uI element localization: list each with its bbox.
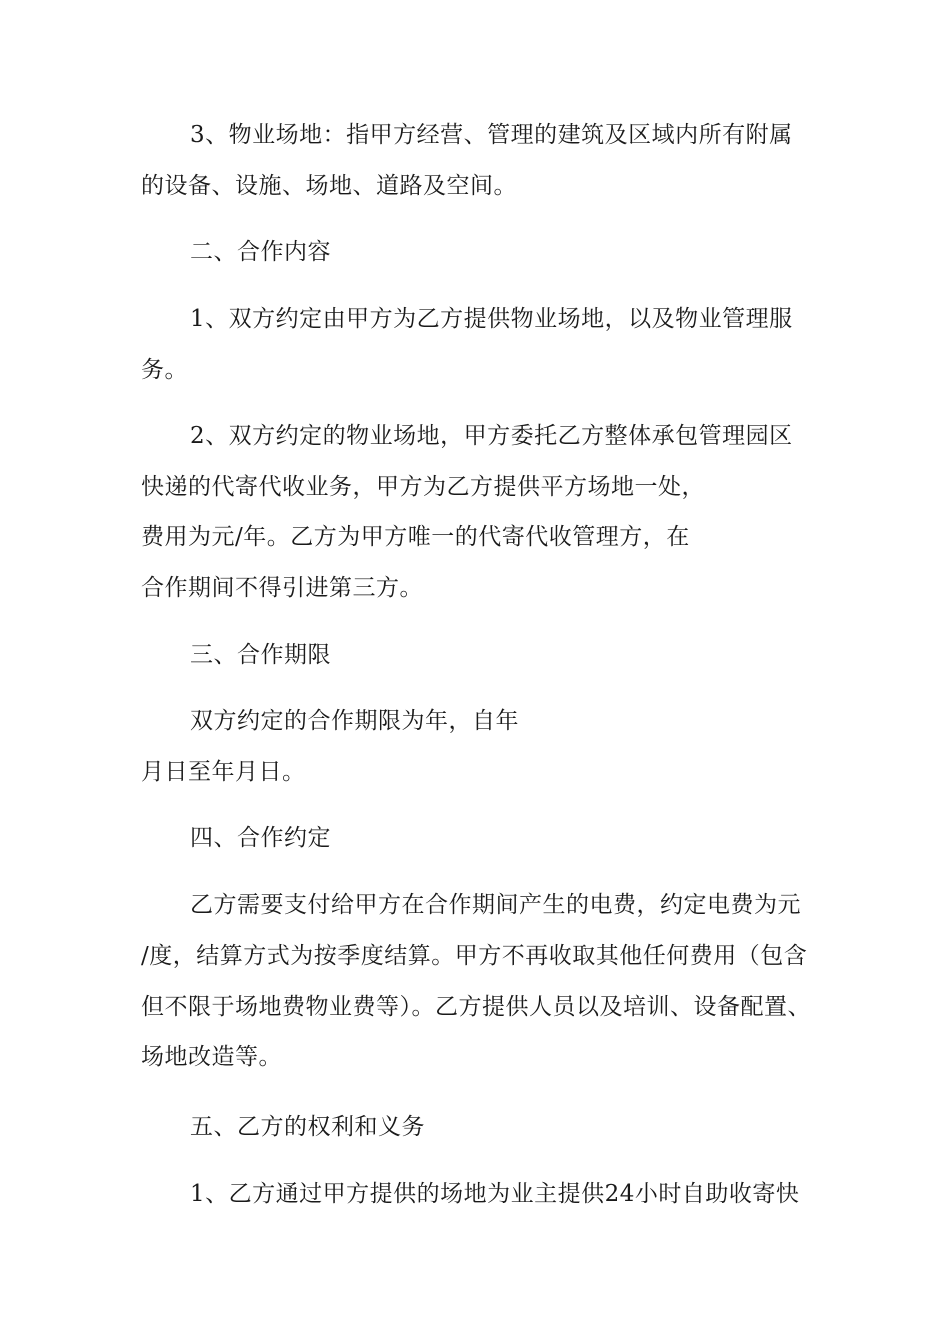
agreement-line-2: /度，结算方式为按季度结算。甲方不再收取其他任何费用（包含 [141,943,808,969]
content-item-1-line-1: 1、双方约定由甲方为乙方提供物业场地，以及物业管理服 [190,306,793,332]
section-heading-5: 五、乙方的权利和义务 [190,1114,425,1140]
content-item-2-line-3: 费用为元/年。乙方为甲方唯一的代寄代收管理方，在 [141,524,690,550]
clause-3-line-2: 的设备、设施、场地、道路及空间。 [141,173,517,199]
section-heading-2: 二、合作内容 [190,239,331,265]
obligation-item-1-line-1: 1、乙方通过甲方提供的场地为业主提供24小时自助收寄快 [190,1181,800,1207]
agreement-line-3: 但不限于场地费物业费等）。乙方提供人员以及培训、设备配置、 [141,994,811,1020]
content-item-2-line-2: 快递的代寄代收业务，甲方为乙方提供平方场地一处， [141,474,705,500]
clause-3-line-1: 3、物业场地：指甲方经营、管理的建筑及区域内所有附属 [190,122,793,148]
section-heading-3: 三、合作期限 [190,642,331,668]
agreement-line-1: 乙方需要支付给甲方在合作期间产生的电费，约定电费为元 [190,892,801,918]
content-item-2-line-1: 2、双方约定的物业场地，甲方委托乙方整体承包管理园区 [190,423,793,449]
content-item-1-line-2: 务。 [141,357,188,383]
section-heading-4: 四、合作约定 [190,825,331,851]
agreement-line-4: 场地改造等。 [141,1044,282,1070]
term-line-1: 双方约定的合作期限为年，自年 [190,708,519,734]
term-line-2: 月日至年月日。 [141,759,306,785]
content-item-2-line-4: 合作期间不得引进第三方。 [141,575,423,601]
